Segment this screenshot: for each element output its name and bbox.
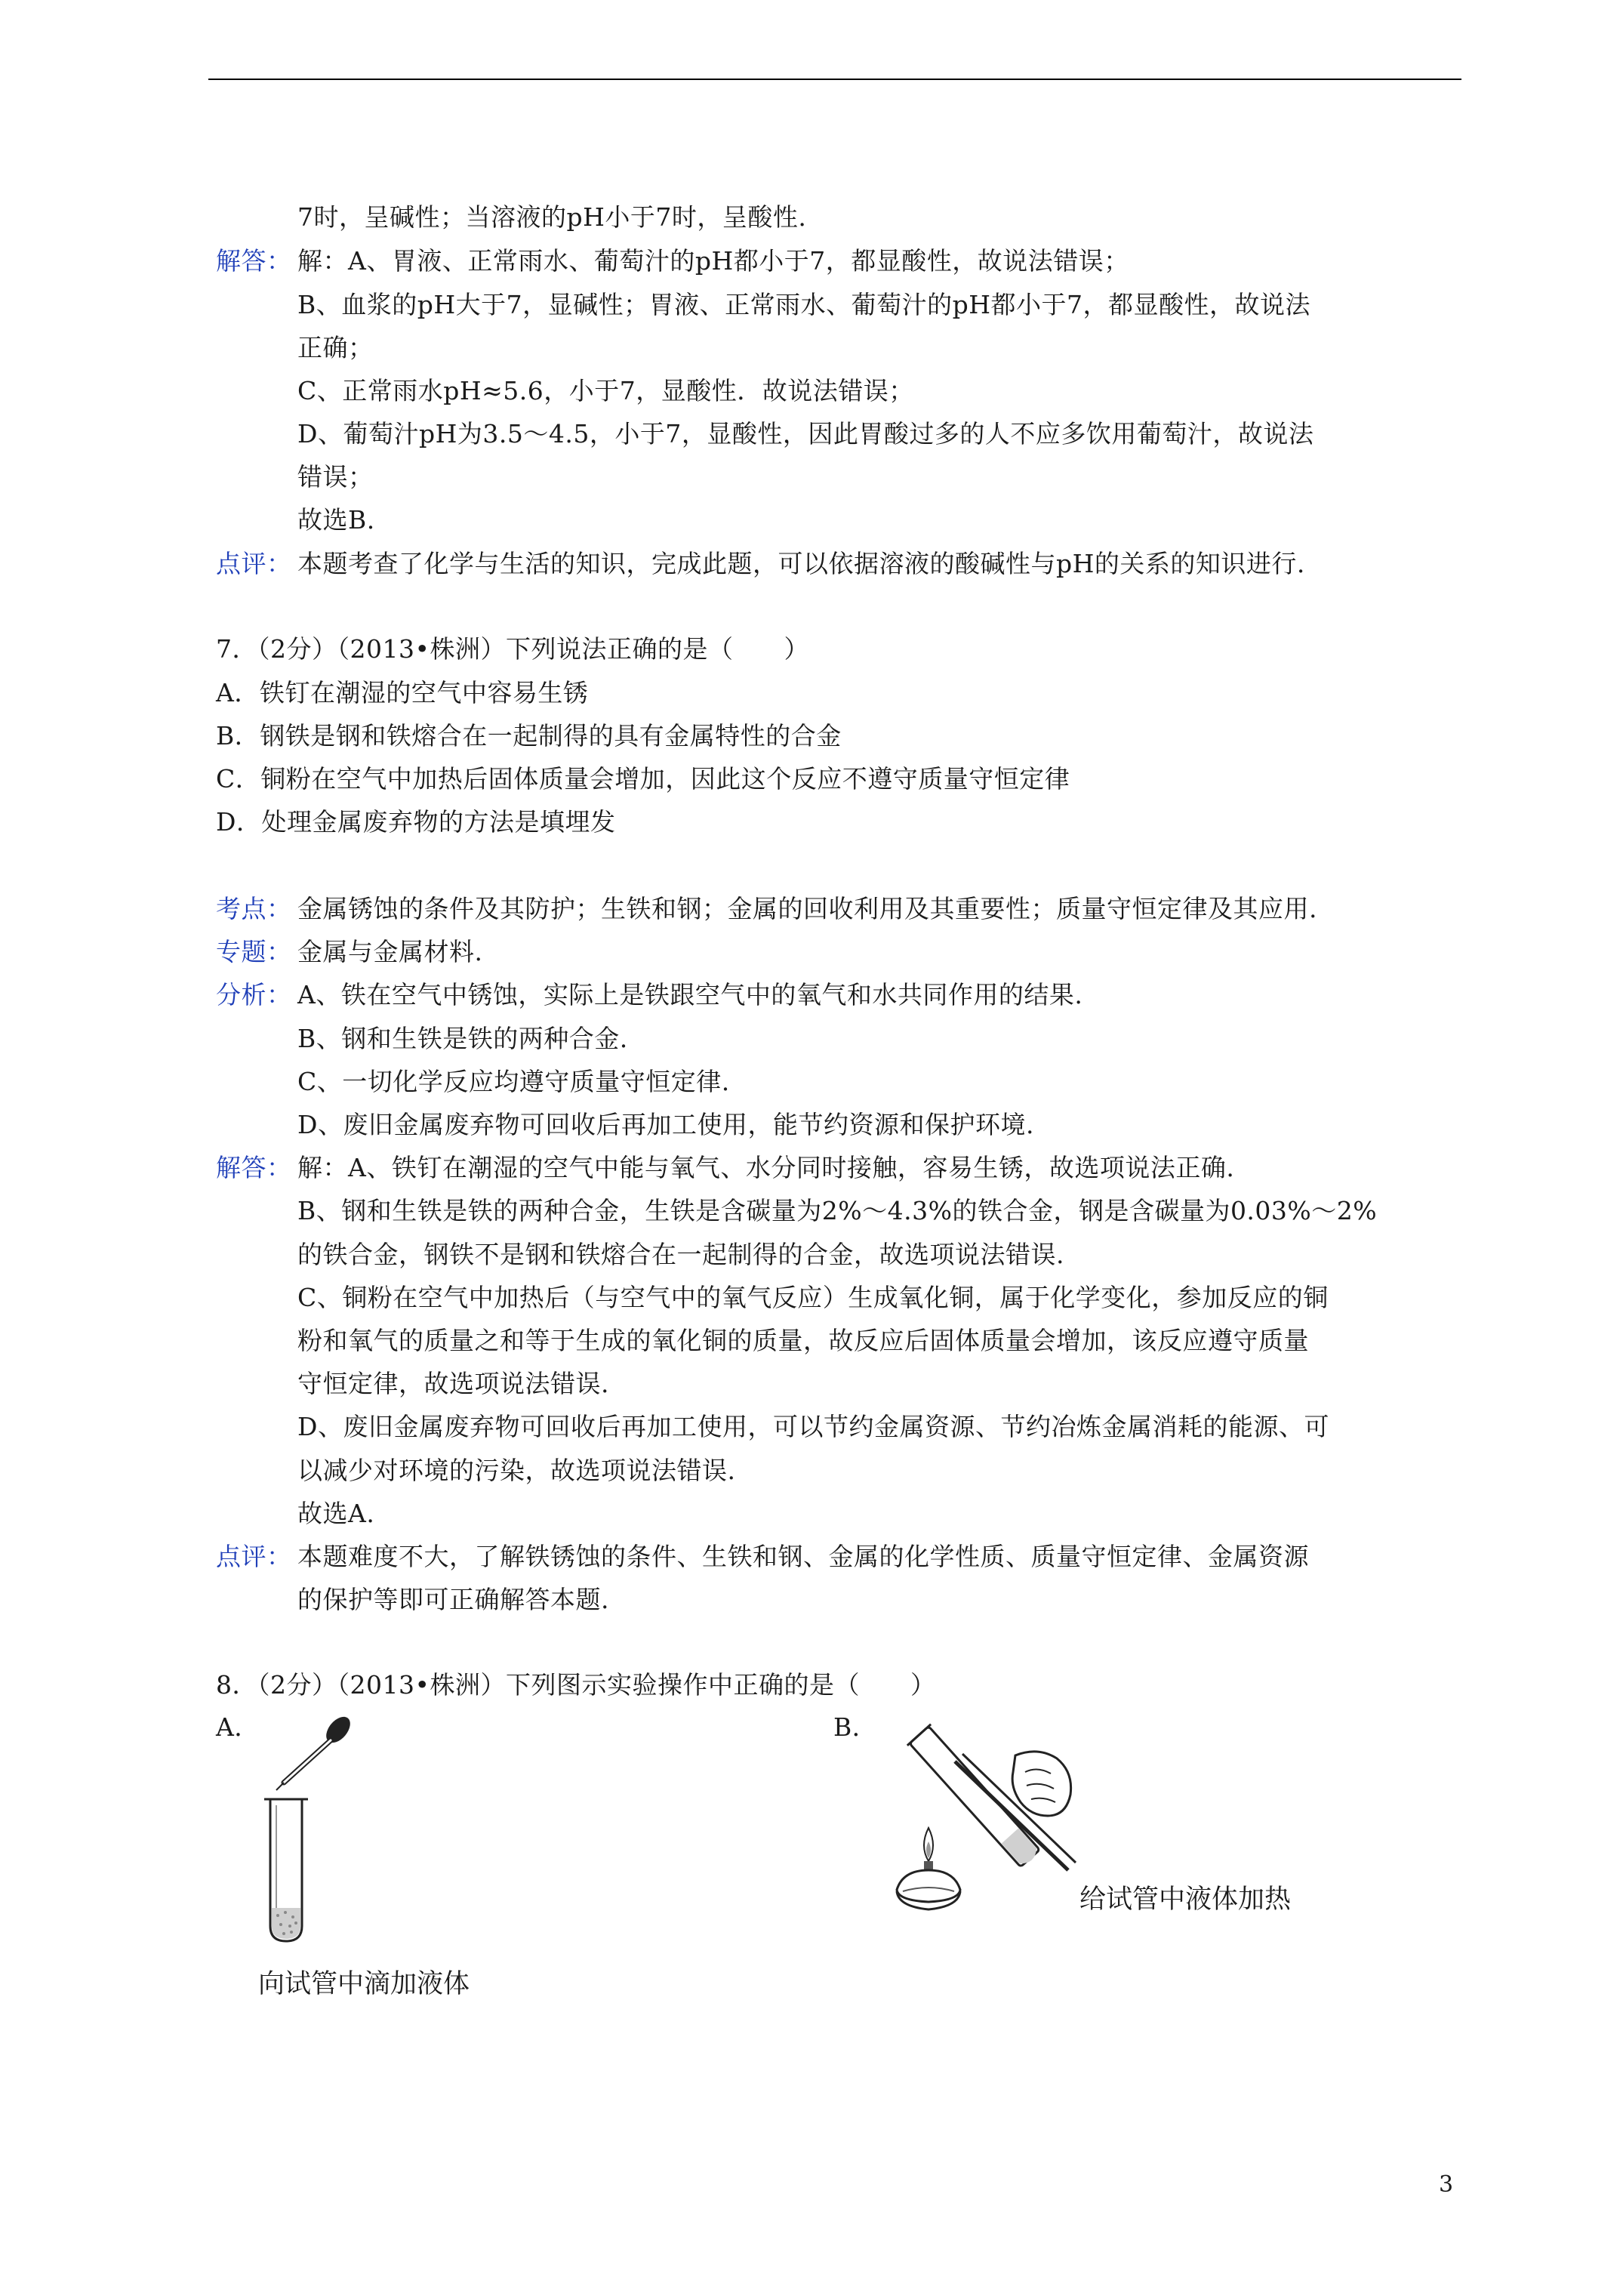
q7-answer-label: 解答： bbox=[216, 1153, 292, 1182]
q7-answer-line: D、废旧金属废弃物可回收后再加工使用，可以节约金属资源、节约冶炼金属消耗的能源、可 bbox=[297, 1412, 1329, 1441]
q7-zhuanti-label: 专题： bbox=[216, 937, 292, 966]
q7-fenxi-line: C、一切化学反应均遵守质量守恒定律. bbox=[297, 1067, 730, 1096]
q7-comment-line: 本题难度不大，了解铁锈蚀的条件、生铁和钢、金属的化学性质、质量守恒定律、金属资源 bbox=[297, 1542, 1309, 1571]
q8-option-b-caption: 给试管中液体加热 bbox=[1079, 1885, 1292, 1915]
q6-answer-line: D、葡萄汁pH为3.5～4.5，小于7，显酸性，因此胃酸过多的人不应多饮用葡萄汁，故说法 bbox=[297, 419, 1314, 448]
q7-option-d: D．处理金属废弃物的方法是填埋发 bbox=[216, 807, 616, 837]
q6-answer-line: B、血浆的pH大于7，显碱性；胃液、正常雨水、葡萄汁的pH都小于7，都显酸性，故说法 bbox=[297, 290, 1311, 319]
q7-fenxi-line: A、铁在空气中锈蚀，实际上是铁跟空气中的氧气和水共同作用的结果. bbox=[297, 980, 1083, 1009]
q7-answer-line: B、钢和生铁是铁的两种合金，生铁是含碳量为2%～4.3%的铁合金，钢是含碳量为0.03%～2% bbox=[297, 1196, 1378, 1225]
q7-answer-line: 解：A、铁钉在潮湿的空气中能与氧气、水分同时接触，容易生锈，故选项说法正确. bbox=[297, 1153, 1235, 1182]
q7-answer-line: 守恒定律，故选项说法错误. bbox=[297, 1369, 609, 1398]
q6-comment-text: 本题考查了化学与生活的知识，完成此题，可以依据溶液的酸碱性与pH的关系的知识进行. bbox=[297, 549, 1305, 578]
q6-answer-line: 解：A、胃液、正常雨水、葡萄汁的pH都小于7，都显酸性，故说法错误； bbox=[297, 246, 1129, 276]
q7-fenxi-line: B、钢和生铁是铁的两种合金. bbox=[297, 1024, 628, 1053]
dropper-test-tube-figure bbox=[249, 1710, 377, 1952]
q6-comment-label: 点评： bbox=[216, 549, 292, 578]
q6-answer-line: 错误； bbox=[297, 462, 374, 492]
q7-option-b: B．钢铁是钢和铁熔合在一起制得的具有金属特性的合金 bbox=[216, 721, 842, 750]
q7-fenxi-line: D、废旧金属废弃物可回收后再加工使用，能节约资源和保护环境. bbox=[297, 1110, 1034, 1139]
q6-answer-line: 故选B. bbox=[297, 505, 375, 535]
heating-test-tube-figure bbox=[876, 1703, 1087, 1929]
q7-comment-label: 点评： bbox=[216, 1542, 292, 1571]
q6-answer-line: 正确； bbox=[297, 333, 374, 362]
q7-stem: 7．（2分）（2013•株洲）下列说法正确的是（ ） bbox=[216, 634, 809, 664]
q8-option-a-label: A． bbox=[216, 1712, 260, 1742]
q7-option-c: C．铜粉在空气中加热后固体质量会增加，因此这个反应不遵守质量守恒定律 bbox=[216, 764, 1070, 794]
q7-fenxi-label: 分析： bbox=[216, 980, 292, 1009]
q7-answer-line: 故选A. bbox=[297, 1499, 375, 1528]
header-rule bbox=[208, 79, 1461, 80]
q6-answer-label: 解答： bbox=[216, 246, 292, 276]
q7-zhuanti-text: 金属与金属材料. bbox=[297, 937, 483, 966]
q8-option-a-caption: 向试管中滴加液体 bbox=[258, 1969, 470, 1999]
q7-comment-line: 的保护等即可正确解答本题. bbox=[297, 1585, 609, 1614]
q7-answer-line: 以减少对环境的污染，故选项说法错误. bbox=[297, 1456, 736, 1485]
q7-option-a: A．铁钉在潮湿的空气中容易生锈 bbox=[216, 678, 589, 707]
q6-cont-line: 7时，呈碱性；当溶液的pH小于7时，呈酸性. bbox=[297, 202, 807, 232]
q6-answer-line: C、正常雨水pH≈5.6，小于7，显酸性．故说法错误； bbox=[297, 376, 914, 405]
page-number: 3 bbox=[1439, 2171, 1454, 2198]
q7-answer-line: C、铜粉在空气中加热后（与空气中的氧气反应）生成氧化铜，属于化学变化，参加反应的铜 bbox=[297, 1283, 1329, 1312]
q7-kaodian-text: 金属锈蚀的条件及其防护；生铁和钢；金属的回收利用及其重要性；质量守恒定律及其应用. bbox=[297, 894, 1317, 923]
q8-option-b-label: B． bbox=[833, 1712, 878, 1742]
q7-answer-line: 粉和氧气的质量之和等于生成的氧化铜的质量，故反应后固体质量会增加，该反应遵守质量 bbox=[297, 1326, 1309, 1355]
q7-kaodian-label: 考点： bbox=[216, 894, 292, 923]
q7-answer-line: 的铁合金，钢铁不是钢和铁熔合在一起制得的合金，故选项说法错误. bbox=[297, 1240, 1064, 1269]
q8-stem: 8．（2分）（2013•株洲）下列图示实验操作中正确的是（ ） bbox=[216, 1670, 936, 1700]
